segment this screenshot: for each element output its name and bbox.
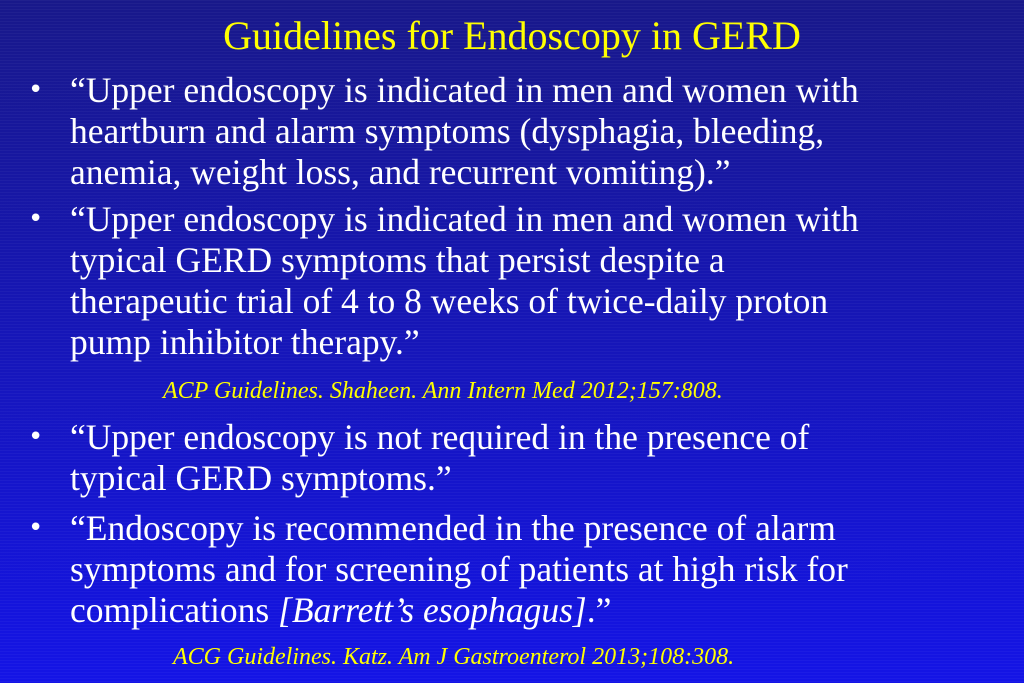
bullet-line: typical GERD symptoms that persist despite a	[70, 240, 725, 280]
bullet-text	[70, 417, 1000, 499]
bullet-line-post: .”	[586, 590, 612, 630]
bullet-text	[70, 508, 1000, 631]
bullet-icon: •	[28, 422, 44, 452]
bullet-icon: •	[28, 75, 44, 105]
bullet-line: typical GERD symptoms.”	[70, 458, 452, 498]
barretts-esophagus-italic: [Barrett’s esophagus]	[278, 590, 587, 630]
bullet-line: symptoms and for screening of patients at high risk for	[70, 549, 848, 589]
bullet-line: pump inhibitor therapy.”	[70, 322, 420, 362]
bullet-line: heartburn and alarm symptoms (dysphagia, bleeding,	[70, 111, 825, 151]
bullet-line-last	[70, 590, 1000, 631]
bullet-text	[70, 70, 1000, 193]
bullet-line: “Endoscopy is recommended in the presence of alarm	[70, 508, 836, 548]
bullet-line: “Upper endoscopy is indicated in men and women with	[70, 199, 859, 239]
citation-acg: ACG Guidelines. Katz. Am J Gastroenterol 2013;108:308.	[173, 644, 735, 670]
citation-acp: ACP Guidelines. Shaheen. Ann Intern Med 2012;157:808.	[163, 378, 723, 404]
bullet-icon: •	[28, 204, 44, 234]
bullet-line: “Upper endoscopy is indicated in men and women with	[70, 70, 859, 110]
slide-title: Guidelines for Endoscopy in GERD	[223, 13, 801, 58]
bullet-line: anemia, weight loss, and recurrent vomiting).”	[70, 152, 731, 192]
bullet-line-pre: complications	[70, 590, 279, 630]
bullet-text	[70, 199, 1000, 363]
bullet-line: “Upper endoscopy is not required in the presence of	[70, 417, 810, 457]
bullet-icon: •	[28, 513, 44, 543]
bullet-line: therapeutic trial of 4 to 8 weeks of twice-daily proton	[70, 281, 829, 321]
